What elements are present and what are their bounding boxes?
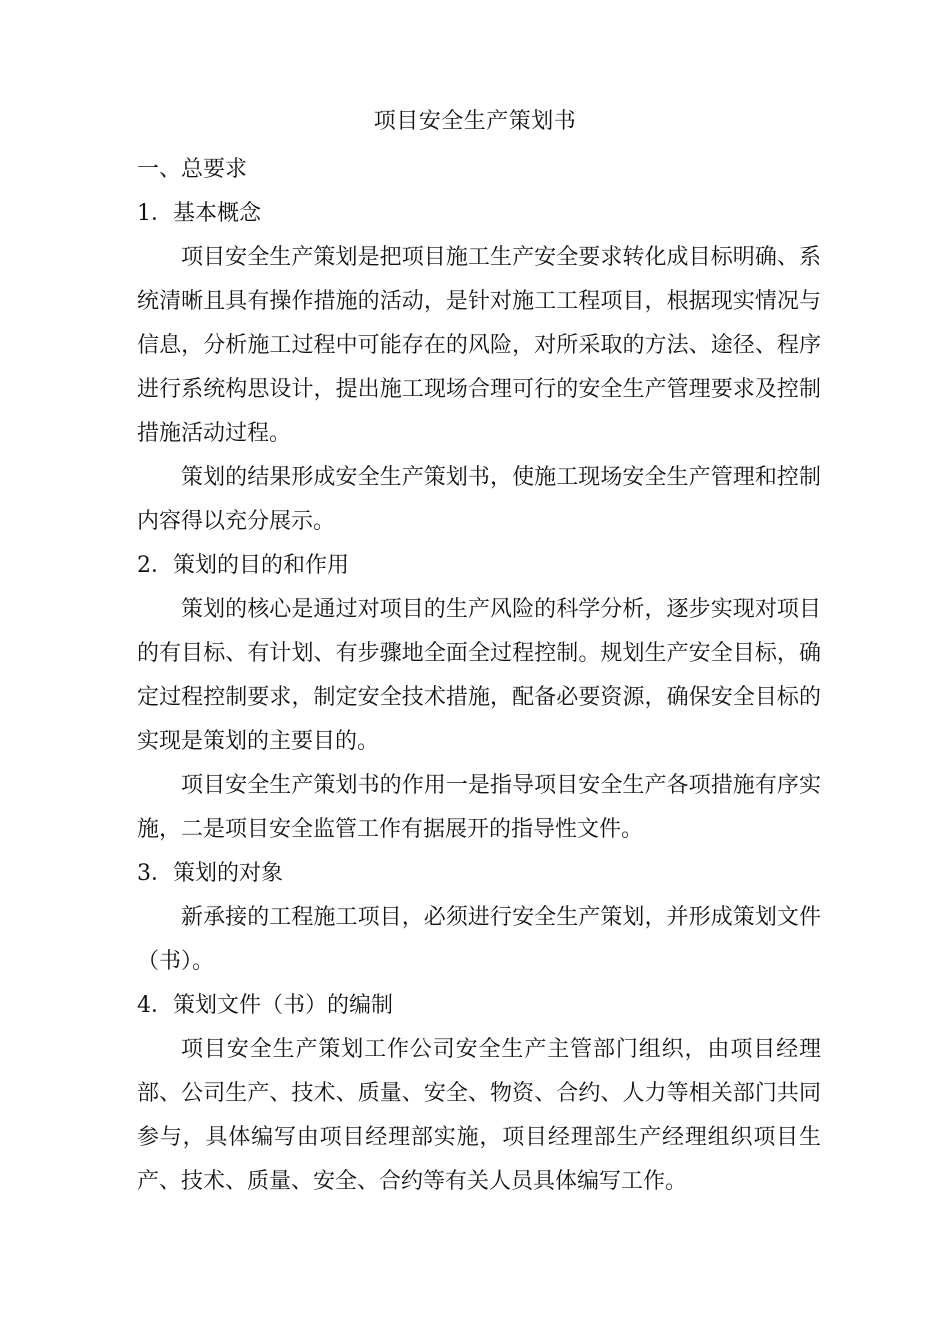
paragraph-compilation-1: 项目安全生产策划工作公司安全生产主管部门组织，由项目经理部、公司生产、技术、质量、安全、物资、合约、人力等相关部门共同参与，具体编写由项目经理部实施，项目经理部生产经理组织项目生产、技术、质量、安全、合约等有关人员具体编写工作。 (137, 1037, 821, 1194)
paragraph-purpose-1: 策划的核心是通过对项目的生产风险的科学分析，逐步实现对项目的有目标、有计划、有步骤地全面全过程控制。规划生产安全目标，确定过程控制要求，制定安全技术措施，配备必要资源，确保安全目标的实现是策划的主要目的。 (137, 597, 821, 754)
document-title: 项目安全生产策划书 (373, 109, 577, 134)
section-heading-object: 3．策划的对象 (137, 861, 283, 886)
section-heading-purpose: 2．策划的目的和作用 (137, 553, 349, 578)
paragraph-purpose-2: 项目安全生产策划书的作用一是指导项目安全生产各项措施有序实施，二是项目安全监管工作有据展开的指导性文件。 (137, 773, 821, 842)
section-heading-basic-concept: 1．基本概念 (137, 201, 261, 226)
document-body (137, 148, 821, 1204)
section-heading-compilation: 4．策划文件（书）的编制 (137, 993, 393, 1018)
paragraph-object-1: 新承接的工程施工项目，必须进行安全生产策划，并形成策划文件（书）。 (137, 905, 821, 974)
paragraph-basic-concept-1: 项目安全生产策划是把项目施工生产安全要求转化成目标明确、系统清晰且具有操作措施的活动，是针对施工工程项目，根据现实情况与信息，分析施工过程中可能存在的风险，对所采取的方法、途径、程序进行系统构思设计，提出施工现场合理可行的安全生产管理要求及控制措施活动过程。 (137, 245, 821, 446)
paragraph-basic-concept-2: 策划的结果形成安全生产策划书，使施工现场安全生产管理和控制内容得以充分展示。 (137, 465, 821, 534)
section-heading-general: 一、总要求 (137, 157, 248, 182)
